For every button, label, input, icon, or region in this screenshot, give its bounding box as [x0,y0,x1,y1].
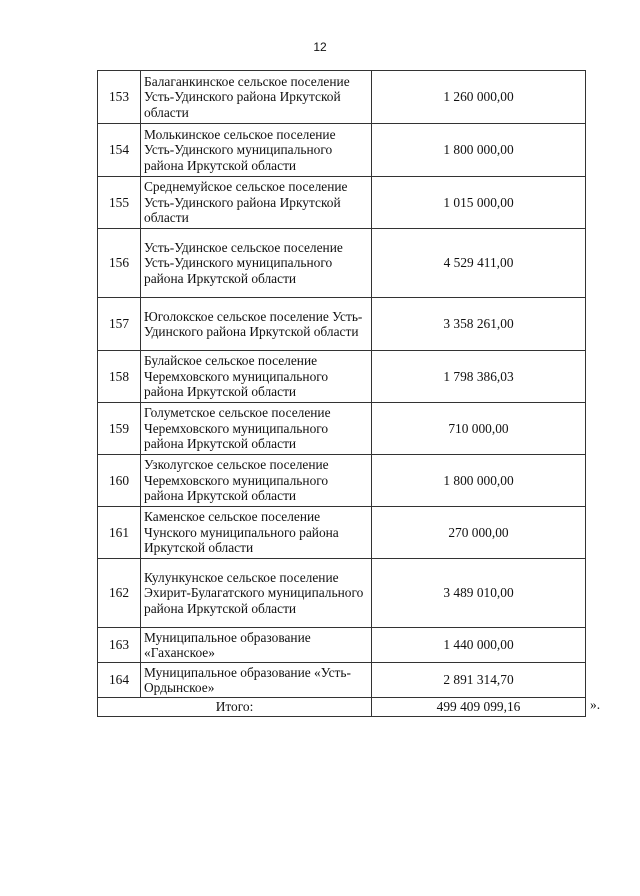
row-amount: 1 800 000,00 [372,455,586,507]
table-row [98,177,586,229]
table-row [98,559,586,628]
municipality-name: Узколугское сельское поселение Черемховского муниципального района Иркутской области [141,455,372,507]
row-number: 163 [98,628,141,663]
total-label: Итого: [98,698,372,717]
municipality-name: Каменское сельское поселение Чунского муниципального района Иркутской области [141,507,372,559]
table-row [98,403,586,455]
total-amount: 499 409 099,16 [372,698,586,717]
row-number: 159 [98,403,141,455]
row-number: 153 [98,71,141,124]
row-number: 158 [98,351,141,403]
municipality-name: Молькинское сельское поселение Усть-Удинского муниципального района Иркутской области [141,124,372,177]
row-number: 157 [98,298,141,351]
row-amount: 3 489 010,00 [372,559,586,628]
table-row [98,628,586,663]
table-body [98,71,586,717]
table-row [98,663,586,698]
row-number: 161 [98,507,141,559]
table-row [98,455,586,507]
table-row [98,71,586,124]
row-amount: 3 358 261,00 [372,298,586,351]
municipality-name: Кулункунское сельское поселение Эхирит-Булагатского муниципального района Иркутской области [141,559,372,628]
municipality-name: Юголокское сельское поселение Усть-Удинского района Иркутской области [141,298,372,351]
municipality-name: Среднемуйское сельское поселение Усть-Удинского района Иркутской области [141,177,372,229]
row-amount: 710 000,00 [372,403,586,455]
row-amount: 270 000,00 [372,507,586,559]
row-amount: 1 798 386,03 [372,351,586,403]
row-number: 164 [98,663,141,698]
table-row [98,351,586,403]
table-row [98,229,586,298]
municipality-name: Балаганкинское сельское поселение Усть-Удинского района Иркутской области [141,71,372,124]
table-row [98,124,586,177]
row-number: 154 [98,124,141,177]
row-number: 162 [98,559,141,628]
page-number: 12 [313,40,327,54]
row-amount: 1 260 000,00 [372,71,586,124]
row-number: 156 [98,229,141,298]
municipality-name: Муниципальное образование «Гаханское» [141,628,372,663]
municipality-name: Булайское сельское поселение Черемховского муниципального района Иркутской области [141,351,372,403]
budget-table [97,70,586,717]
table-row [98,298,586,351]
row-amount: 1 440 000,00 [372,628,586,663]
closing-quote-mark: ». [590,697,601,712]
row-amount: 2 891 314,70 [372,663,586,698]
row-number: 155 [98,177,141,229]
row-number: 160 [98,455,141,507]
municipality-name: Усть-Удинское сельское поселение Усть-Удинского муниципального района Иркутской области [141,229,372,298]
row-amount: 1 015 000,00 [372,177,586,229]
row-amount: 1 800 000,00 [372,124,586,177]
table-row [98,507,586,559]
municipality-name: Голуметское сельское поселение Черемховского муниципального района Иркутской области [141,403,372,455]
row-amount: 4 529 411,00 [372,229,586,298]
total-row [98,698,586,717]
municipality-name: Муниципальное образование «Усть-Ордынское» [141,663,372,698]
